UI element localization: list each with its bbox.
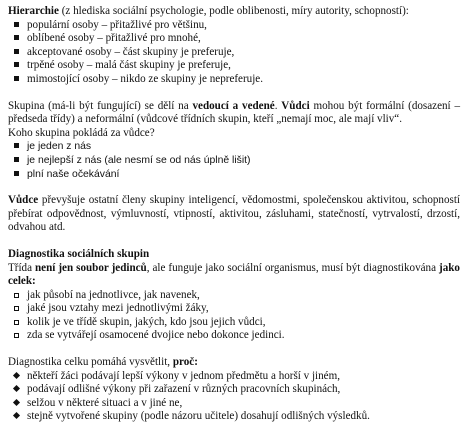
diagnostics-list xyxy=(8,289,460,343)
leadership-paragraph: Skupina (má-li být fungující) se dělí na vedoucí a vedené. Vůdci mohou být formální (dosazení – předseda třídy) a neformální (vůdcové třídních skupin, kteří „nemají moc, ale mají vliv“. xyxy=(8,99,460,126)
list-item: jak působí na jednotlivce, jak navenek, xyxy=(8,289,460,303)
square-bullet-icon xyxy=(10,140,22,154)
reasons-list xyxy=(8,370,460,424)
square-bullet-icon xyxy=(10,59,22,73)
hierarchy-heading: Hierarchie xyxy=(8,5,59,17)
diamond-bullet-icon xyxy=(10,370,22,384)
list-item: plní naše očekávání xyxy=(8,168,460,182)
list-item: podávají odlišné výkony při zařazení v různých pracovních skupinách, xyxy=(8,383,460,397)
square-bullet-icon xyxy=(10,168,22,182)
leader-criteria-list xyxy=(8,140,460,181)
diamond-bullet-icon xyxy=(10,383,22,397)
square-bullet-icon xyxy=(10,73,22,87)
square-bullet-icon xyxy=(10,46,22,60)
square-bullet-icon xyxy=(10,19,22,33)
diagnostics-section xyxy=(8,248,460,343)
list-item: selžou v některé situaci a v jiné ne, xyxy=(8,397,460,411)
diamond-bullet-icon xyxy=(10,410,22,424)
square-bullet-icon xyxy=(10,154,22,168)
list-item: jaké jsou vztahy mezi jednotlivými žáky, xyxy=(8,302,460,316)
hierarchy-heading-note: (z hlediska sociální psychologie, podle oblibenosti, míry autority, schopností): xyxy=(58,5,409,17)
list-item: je nejlepší z nás (ale nesmí se od nás úplně lišit) xyxy=(8,154,460,168)
list-item: oblíbené osoby – přitažlivé pro mnohé, xyxy=(8,32,460,46)
list-item: populární osoby – přitažlivé pro většinu, xyxy=(8,19,460,33)
square-bullet-icon xyxy=(10,32,22,46)
list-item: někteří žáci podávají lepší výkony v jednom předmětu a horší v jiném, xyxy=(8,370,460,384)
diagnostics-paragraph: Třída není jen soubor jedinců, ale funguje jako sociální organismus, musí být diagnostikována jako celek: xyxy=(8,261,460,288)
hierarchy-list xyxy=(8,19,460,87)
list-item: je jeden z nás xyxy=(8,140,460,154)
hollow-square-bullet-icon xyxy=(10,289,22,303)
whole-diagnostics-section xyxy=(8,356,460,424)
list-item: akceptované osoby – část skupiny je preferuje, xyxy=(8,46,460,60)
list-item: kolik je ve třídě skupin, jakých, kdo jsou jejich vůdci, xyxy=(8,316,460,330)
list-item: mimostojící osoby – nikdo ze skupiny je nepreferuje. xyxy=(8,73,460,87)
list-item: zda se vytvářejí osamocené dvojice nebo dokonce jedinci. xyxy=(8,329,460,343)
leader-traits-paragraph: Vůdce převyšuje ostatní členy skupiny inteligencí, vědomostmi, společenskou aktivitou, schopností přebírat odpovědnost, výmluvností, vtipností, aktivitou, zásluhami, statečností, vytrvalostí, drzostí, odvahou atd. xyxy=(8,194,460,234)
hierarchy-heading-line xyxy=(8,5,460,19)
hollow-square-bullet-icon xyxy=(10,329,22,343)
leadership-section xyxy=(8,100,460,182)
diamond-bullet-icon xyxy=(10,397,22,411)
diagnostics-heading: Diagnostika sociálních skupin xyxy=(8,247,150,260)
hollow-square-bullet-icon xyxy=(10,302,22,316)
hollow-square-bullet-icon xyxy=(10,316,22,330)
leadership-question: Koho skupina pokládá za vůdce? xyxy=(8,126,155,139)
list-item: trpěné osoby – malá část skupiny je preferuje, xyxy=(8,59,460,73)
list-item: stejně vytvořené skupiny (podle názoru učitele) dosahují odlišných výsledků. xyxy=(8,410,460,424)
hierarchy-section xyxy=(8,5,460,87)
whole-diagnostics-paragraph: Diagnostika celku pomáhá vysvětlit, proč: xyxy=(8,356,198,369)
